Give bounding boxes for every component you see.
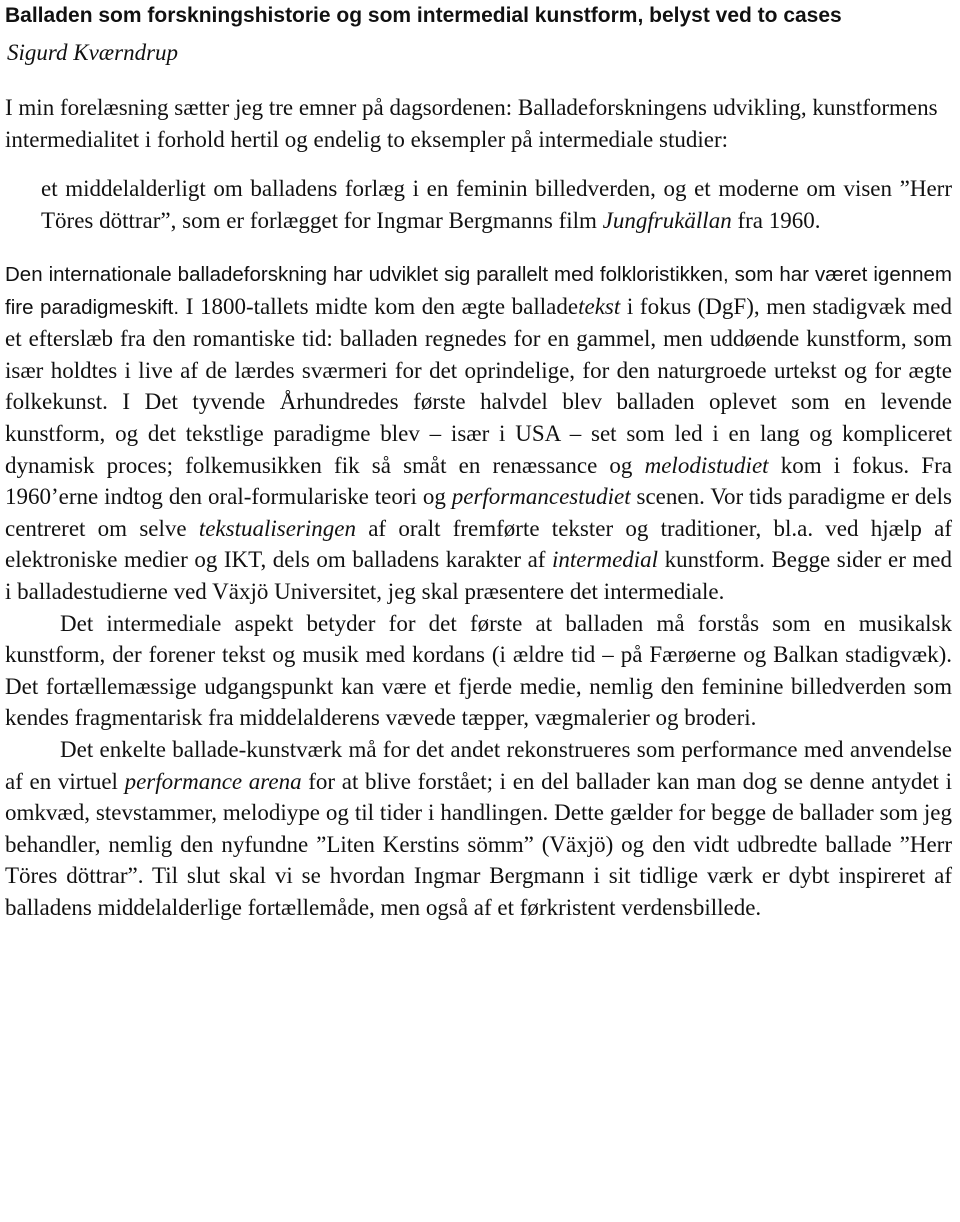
film-title: Jungfrukällan	[602, 207, 732, 233]
emphasis-text: tekst	[578, 293, 621, 319]
text-run: i fokus (DgF), men stadigvæk med et efterslæb fra den romantiske tid: balladen regnedes for en gammel, men uddøende kunstform, som især holdtes i live af de lærdes sværmeri for det oprindelige, for den naturgroede urtekst og for ægte folkekunst. I Det tyvende Århundredes første halvdel blev balladen oplevet som en levende kunstform, og det tekstlige paradigme blev – især i USA – set som led i en lang og kompliceret dynamisk proces; folkemusikken fik så småt en renæssance og	[5, 293, 953, 478]
document-title: Balladen som forskningshistorie og som intermedial kunstform, belyst ved to cases	[5, 4, 842, 27]
examples-paragraph	[41, 173, 952, 236]
intermedial-aspect-paragraph: Det intermediale aspekt betyder for det første at balladen må forstås som en musikalsk kunstform, der forener tekst og musik med kordans (i ældre tid – på Færøerne og Balkan stadigvæk). Det fortællemæssige udgangspunkt kan være et fjerde medie, nemlig den feminine billedverden som kendes fragmentarisk fra middelalderens vævede tæpper, vægmalerier og broderi.	[5, 610, 952, 731]
emphasis-text: performancestudiet	[451, 484, 631, 510]
emphasis-text: tekstualiseringen	[198, 515, 356, 541]
performance-paragraph	[5, 734, 952, 924]
text-run: scenen. Vor tids paradigme er dels centreret om selve	[5, 484, 952, 541]
paragraph-lead-sentence: Den internationale balladeforskning har udviklet sig parallelt med folkloristikken, som har været igennem fire paradigmeskift.	[5, 263, 952, 319]
text-run: af oralt fremførte tekster og traditioner, bl.a. ved hjælp af elektroniske medier og IKT, dels om balladens karakter af	[5, 515, 952, 573]
emphasis-text: intermedial	[552, 547, 659, 573]
text-run: I 1800-tallets midte kom den ægte ballade	[179, 293, 579, 319]
text-run: kunstform. Begge sider er med i balladestudierne ved Växjö Universitet, jeg skal præsentere det intermediale.	[5, 547, 953, 604]
text-run: for at blive forstået; i en del ballader kan man dog se denne antydet i omkvæd, stevstammer, melodiype og til tider i handlingen. Dette gælder for begge de ballader som jeg behandler, nemlig den nyfundne ”Liten Kerstins sömm” (Växjö) og den vidt udbredte ballade ”Herr Töres döttrar”. Til slut skal vi se hvordan Ingmar Bergmann i sit tidlige værk er dybt inspireret af balladens middelalderlige fortællemåde, men også af et førkristent verdensbillede.	[5, 768, 952, 920]
emphasis-text: performance arena	[124, 768, 302, 794]
author-name: Sigurd Kværndrup	[7, 40, 179, 65]
research-history-paragraph	[5, 258, 952, 608]
text-run: Det enkelte ballade-kunstværk må for det andet rekonstrueres som performance med anvendelse af en virtuel	[5, 736, 952, 794]
examples-text-1: et middelalderligt om balladens forlæg i en feminin billedverden, og et moderne om visen ”Herr Töres döttrar”, som er forlægget for Ingmar Bergmanns film	[41, 176, 952, 233]
intro-paragraph: I min forelæsning sætter jeg tre emner på dagsordenen: Balladeforskningens udvikling, kunstformens intermedialitet i forhold hertil og endelig to eksempler på intermediale studier:	[5, 95, 938, 152]
emphasis-text: melodistudiet	[644, 452, 769, 478]
examples-text-2: fra 1960.	[731, 207, 821, 233]
text-run: kom i fokus. Fra 1960’erne indtog den oral-formulariske teori og	[5, 452, 952, 510]
